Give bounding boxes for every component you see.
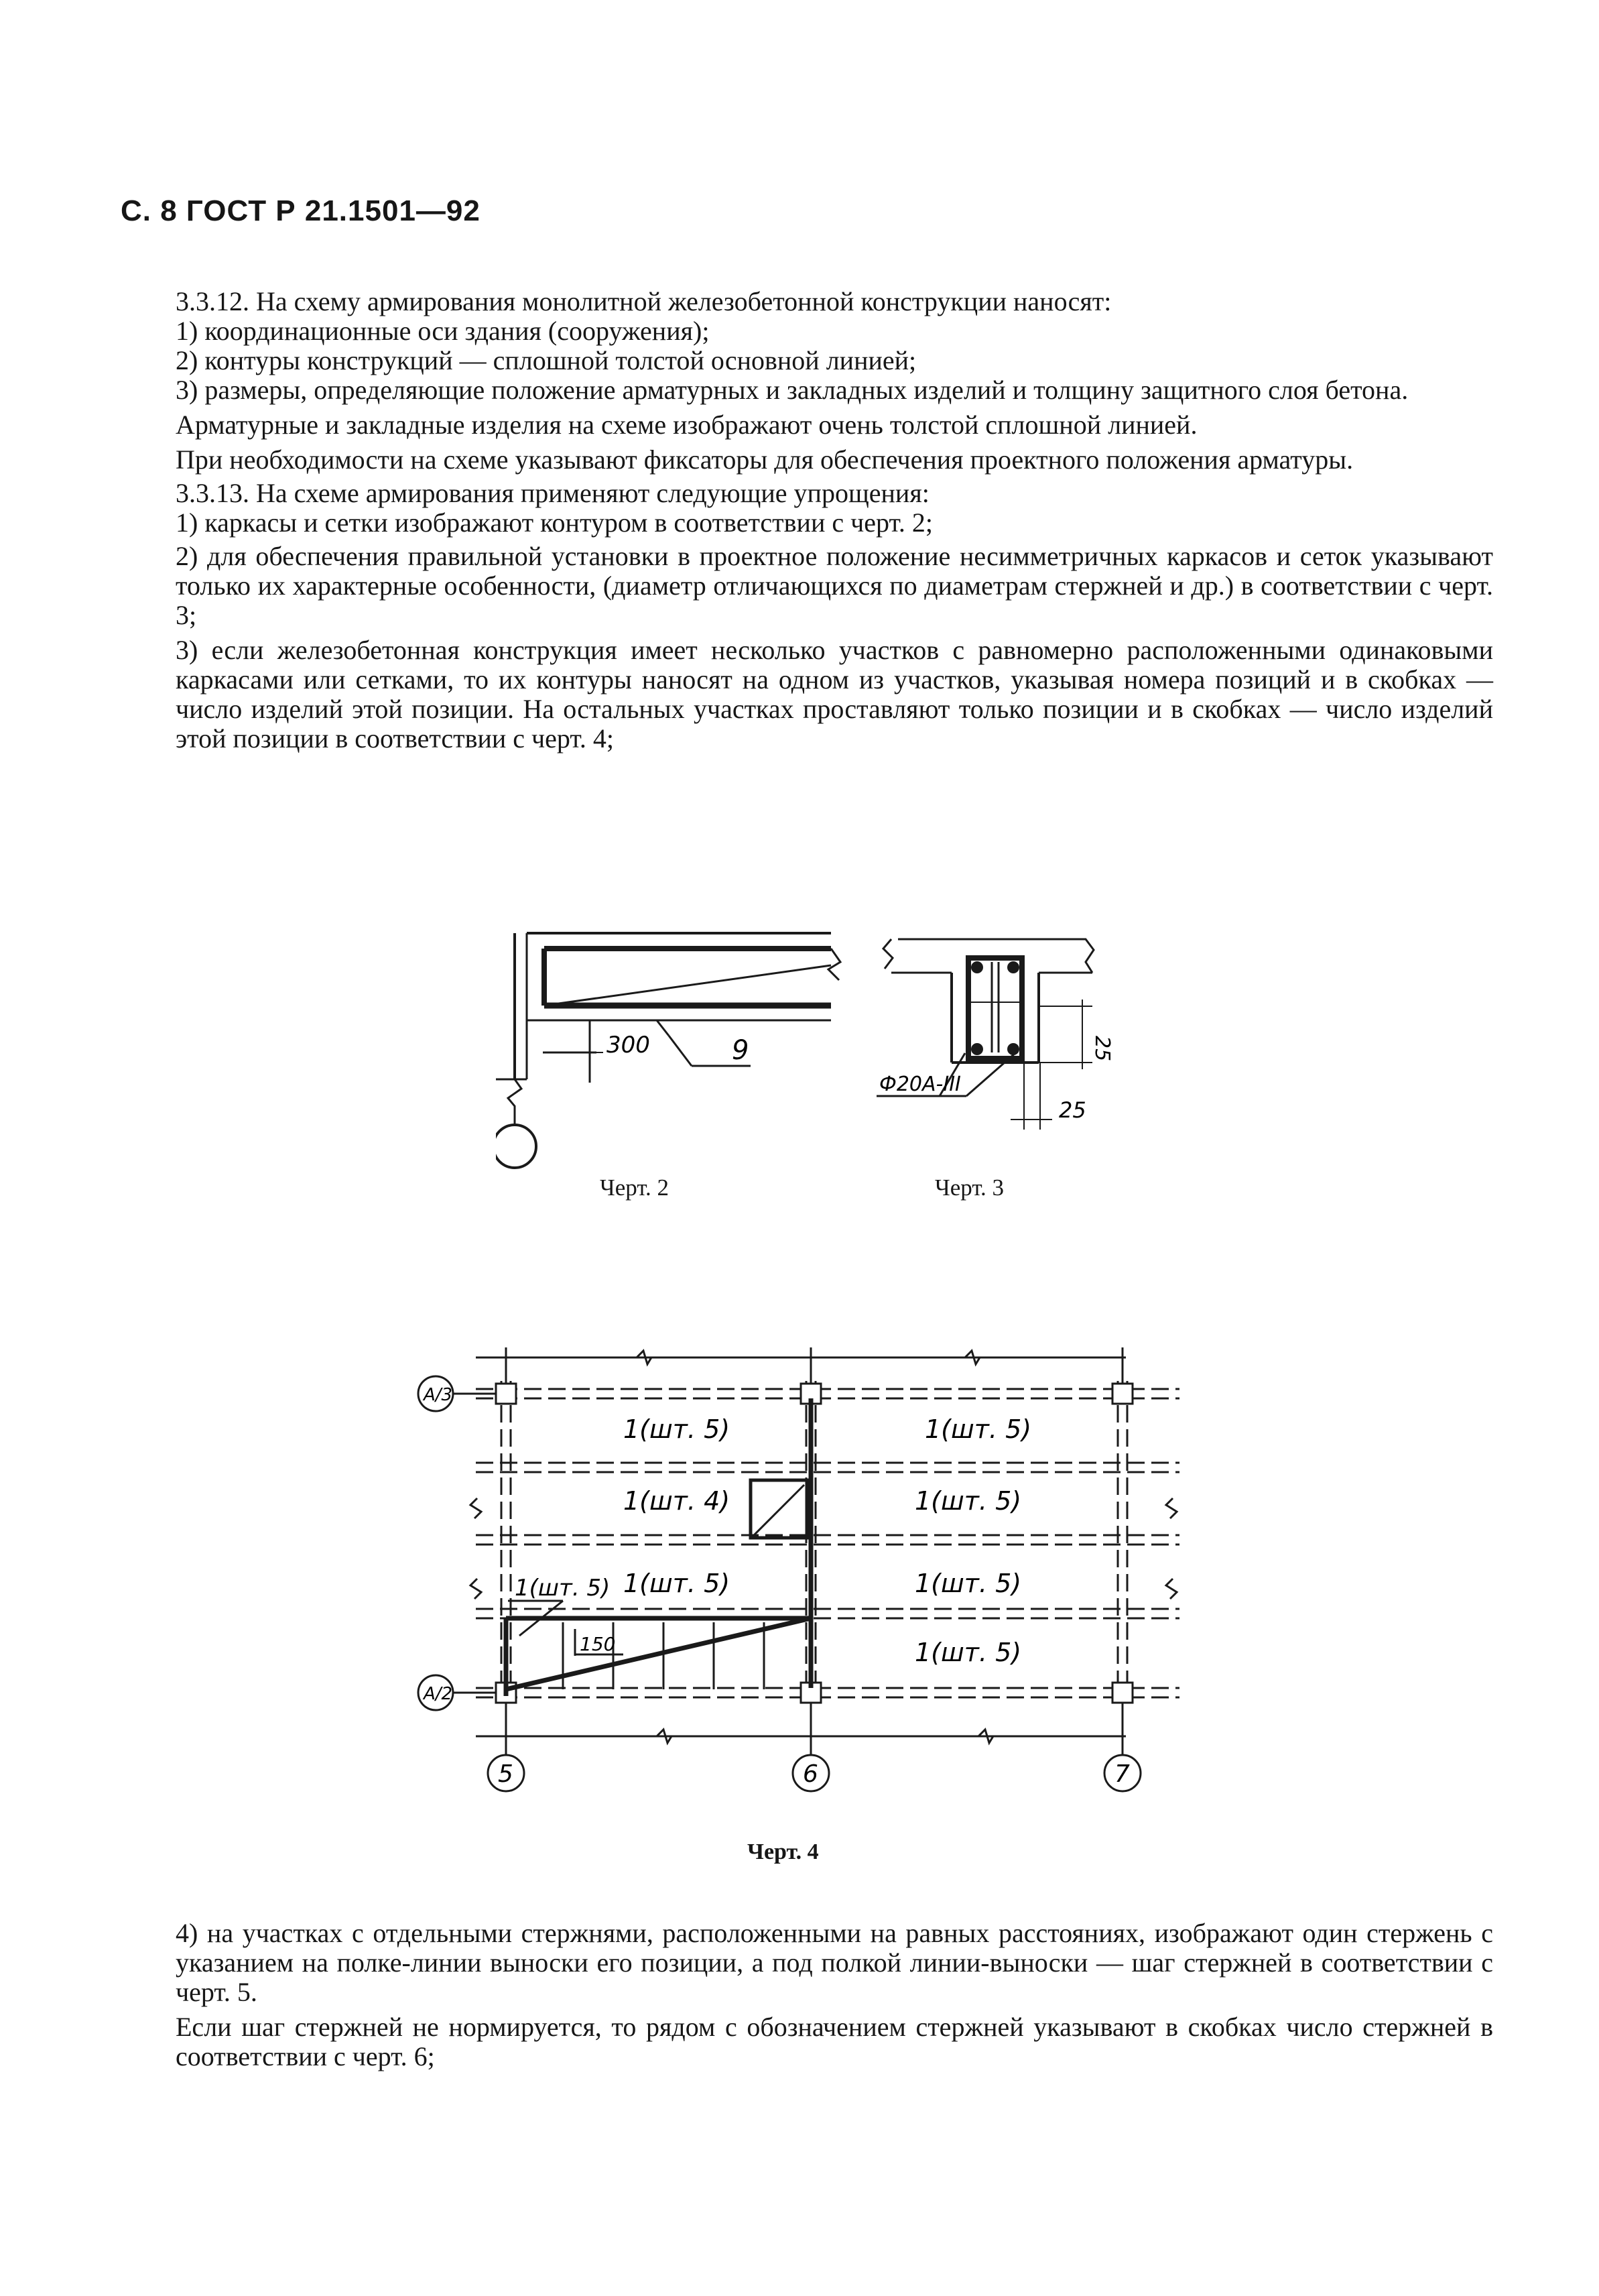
- figure-4-axis-7: 7: [1114, 1760, 1130, 1788]
- section-3-3-12-intro: 3.3.12. На схему армирования монолитной железобетонной конструкции наносят:: [176, 286, 1112, 316]
- figure-3-caption: Черт. 3: [935, 1174, 1004, 1201]
- figure-3-bar-label: Ф20А-III: [879, 1073, 961, 1096]
- section-3-3-13-item-2: 2) для обеспечения правильной установки в проектное положение несимметричных каркасов и сеток указывают только их характерные особенности, (диаметр отличающихся по диаметрам стержней и др.) в соответствии с черт. 3;: [176, 541, 1493, 630]
- figure-4-label: 1(шт. 5): [925, 1414, 1032, 1444]
- section-3-3-13-item-3: 3) если железобетонная конструкция имеет несколько участков с равномерно расположенными одинаковыми каркасами или сетками, то их контуры наносят на одном из участков, указывая номера позиций и в скобках — число изделий этой позиции. На остальных участках проставляют только позиции и в скобках — число изделий этой позиции в соответствии с черт. 4;: [176, 635, 1493, 753]
- figure-4-label: 1(шт. 5): [515, 1575, 611, 1602]
- figure-2-drawing: [496, 925, 871, 1173]
- figure-4-label: 1(шт. 5): [623, 1569, 730, 1598]
- section-3-3-13-item-1: 1) каркасы и сетки изображают контуром в соответствии с черт. 2;: [176, 507, 934, 538]
- page-header: С. 8 ГОСТ Р 21.1501—92: [121, 194, 481, 227]
- figure-4-label: 1(шт. 5): [915, 1638, 1022, 1667]
- section-3-3-13-item-4: 4) на участках с отдельными стержнями, расположенными на равных расстояниях, изображают один стержень с указанием на полке-линии выноски его позиции, а под полкой линии-выноски — шаг стержней в соответствии с черт. 5.: [176, 1918, 1493, 2007]
- paragraph-fixtures-line: Арматурные и закладные изделия на схеме изображают очень толстой сплошной линией.: [176, 410, 1198, 440]
- section-3-3-12-item-2: 2) контуры конструкций — сплошной толстой основной линией;: [176, 345, 917, 375]
- figure-4-step: 150: [580, 1633, 616, 1655]
- figure-4-caption: Черт. 4: [747, 1839, 819, 1864]
- section-3-3-13-intro: 3.3.13. На схеме армирования применяют следующие упрощения:: [176, 478, 930, 508]
- figure-4-drawing: [402, 1334, 1193, 1803]
- paragraph-fixtures: При необходимости на схеме указывают фиксаторы для обеспечения проектного положения арматуры.: [176, 444, 1354, 475]
- figure-4-axis-5: 5: [498, 1760, 513, 1788]
- figure-4-label: 1(шт. 5): [915, 1569, 1022, 1598]
- section-3-3-13-continued: [176, 1919, 1493, 2071]
- section-3-3-12-item-3: 3) размеры, определяющие положение арматурных и закладных изделий и толщину защитного слоя бетона.: [176, 375, 1409, 405]
- section-3-3-12-item-1: 1) координационные оси здания (сооружения);: [176, 316, 710, 346]
- figure-4-label: 1(шт. 5): [915, 1486, 1022, 1516]
- figure-4-axis-6: 6: [803, 1760, 818, 1788]
- figure-3-drawing: [865, 935, 1126, 1136]
- figure-3-dim-horizontal: 25: [1059, 1097, 1086, 1123]
- section-3-3-12: [176, 287, 1493, 753]
- paragraph-rod-count: Если шаг стержней не нормируется, то рядом с обозначением стержней указывают в скобках число стержней в соответствии с черт. 6;: [176, 2012, 1493, 2071]
- figure-4-axis-top: А/3: [424, 1385, 453, 1405]
- figure-4-label: 1(шт. 5): [623, 1414, 730, 1444]
- figure-4-axis-bottom: А/2: [424, 1684, 453, 1704]
- figure-2-position: 9: [732, 1035, 749, 1066]
- figure-4-label: 1(шт. 4): [623, 1486, 730, 1516]
- figure-2-dim: 300: [606, 1032, 650, 1059]
- figure-3-dim-vertical: 25: [1090, 1036, 1114, 1062]
- figure-2-caption: Черт. 2: [600, 1174, 669, 1201]
